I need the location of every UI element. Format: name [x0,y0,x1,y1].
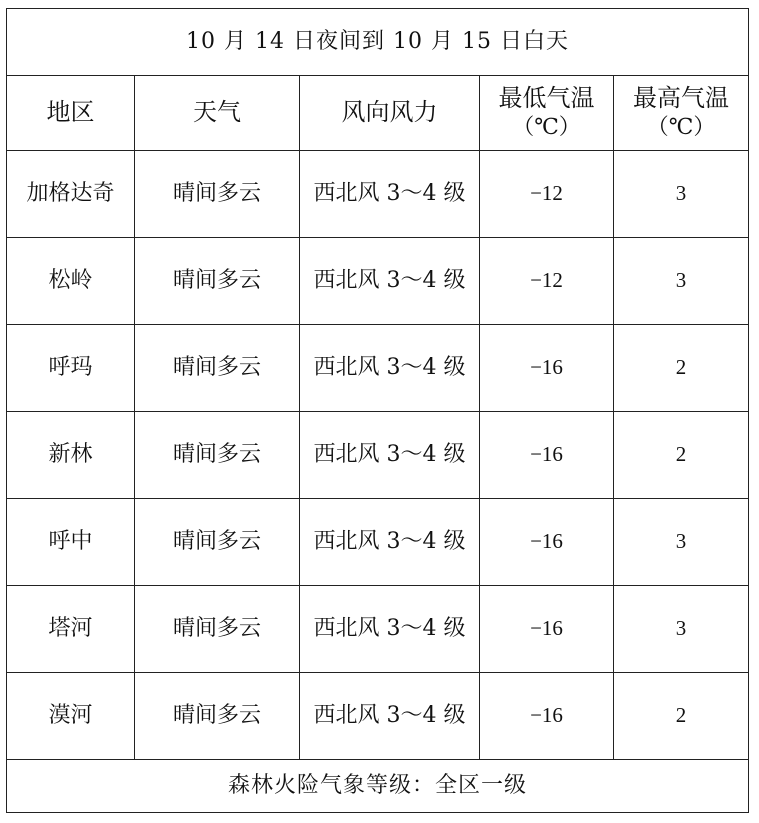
weather-cell: 晴间多云 [135,586,300,673]
min-temp-cell: −16 [480,325,614,412]
max-temp-cell: 3 [614,238,749,325]
wind-cell: 西北风 3～4 级 [300,151,480,238]
table-row [7,151,749,238]
header-max-temp-label: 最高气温 [633,84,730,113]
weather-cell: 晴间多云 [135,325,300,412]
table-row [7,325,749,412]
weather-cell: 晴间多云 [135,151,300,238]
header-min-temp-label: 最低气温 [498,84,595,113]
table-row [7,238,749,325]
max-temp-cell: 2 [614,412,749,499]
region-cell: 新林 [7,412,135,499]
weather-cell: 晴间多云 [135,238,300,325]
weather-cell: 晴间多云 [135,499,300,586]
weather-cell: 晴间多云 [135,412,300,499]
region-cell: 呼玛 [7,325,135,412]
min-temp-cell: −16 [480,499,614,586]
header-region: 地区 [7,76,135,151]
table-row [7,412,749,499]
table-row [7,673,749,760]
header-row [7,76,749,151]
region-cell: 漠河 [7,673,135,760]
region-cell: 塔河 [7,586,135,673]
min-temp-cell: −16 [480,673,614,760]
region-cell: 呼中 [7,499,135,586]
max-temp-cell: 2 [614,325,749,412]
min-temp-cell: −16 [480,412,614,499]
max-temp-cell: 3 [614,586,749,673]
table-row [7,499,749,586]
fire-risk-note: 森林火险气象等级：全区一级 [7,760,749,813]
min-temp-cell: −12 [480,238,614,325]
table-title: 10 月 14 日夜间到 10 月 15 日白天 [7,9,749,76]
region-cell: 松岭 [7,238,135,325]
region-cell: 加格达奇 [7,151,135,238]
header-min-temp-unit: （℃） [512,115,581,141]
wind-cell: 西北风 3～4 级 [300,673,480,760]
min-temp-cell: −12 [480,151,614,238]
header-max-temp [614,76,749,151]
max-temp-cell: 3 [614,151,749,238]
wind-cell: 西北风 3～4 级 [300,238,480,325]
footer-row [7,760,749,813]
table-row [7,586,749,673]
wind-cell: 西北风 3～4 级 [300,325,480,412]
wind-cell: 西北风 3～4 级 [300,412,480,499]
title-row [7,9,749,76]
max-temp-cell: 2 [614,673,749,760]
header-weather: 天气 [135,76,300,151]
weather-cell: 晴间多云 [135,673,300,760]
header-wind: 风向风力 [300,76,480,151]
min-temp-cell: −16 [480,586,614,673]
forecast-table [6,8,749,813]
max-temp-cell: 3 [614,499,749,586]
wind-cell: 西北风 3～4 级 [300,586,480,673]
header-min-temp [480,76,614,151]
wind-cell: 西北风 3～4 级 [300,499,480,586]
header-max-temp-unit: （℃） [646,115,716,141]
